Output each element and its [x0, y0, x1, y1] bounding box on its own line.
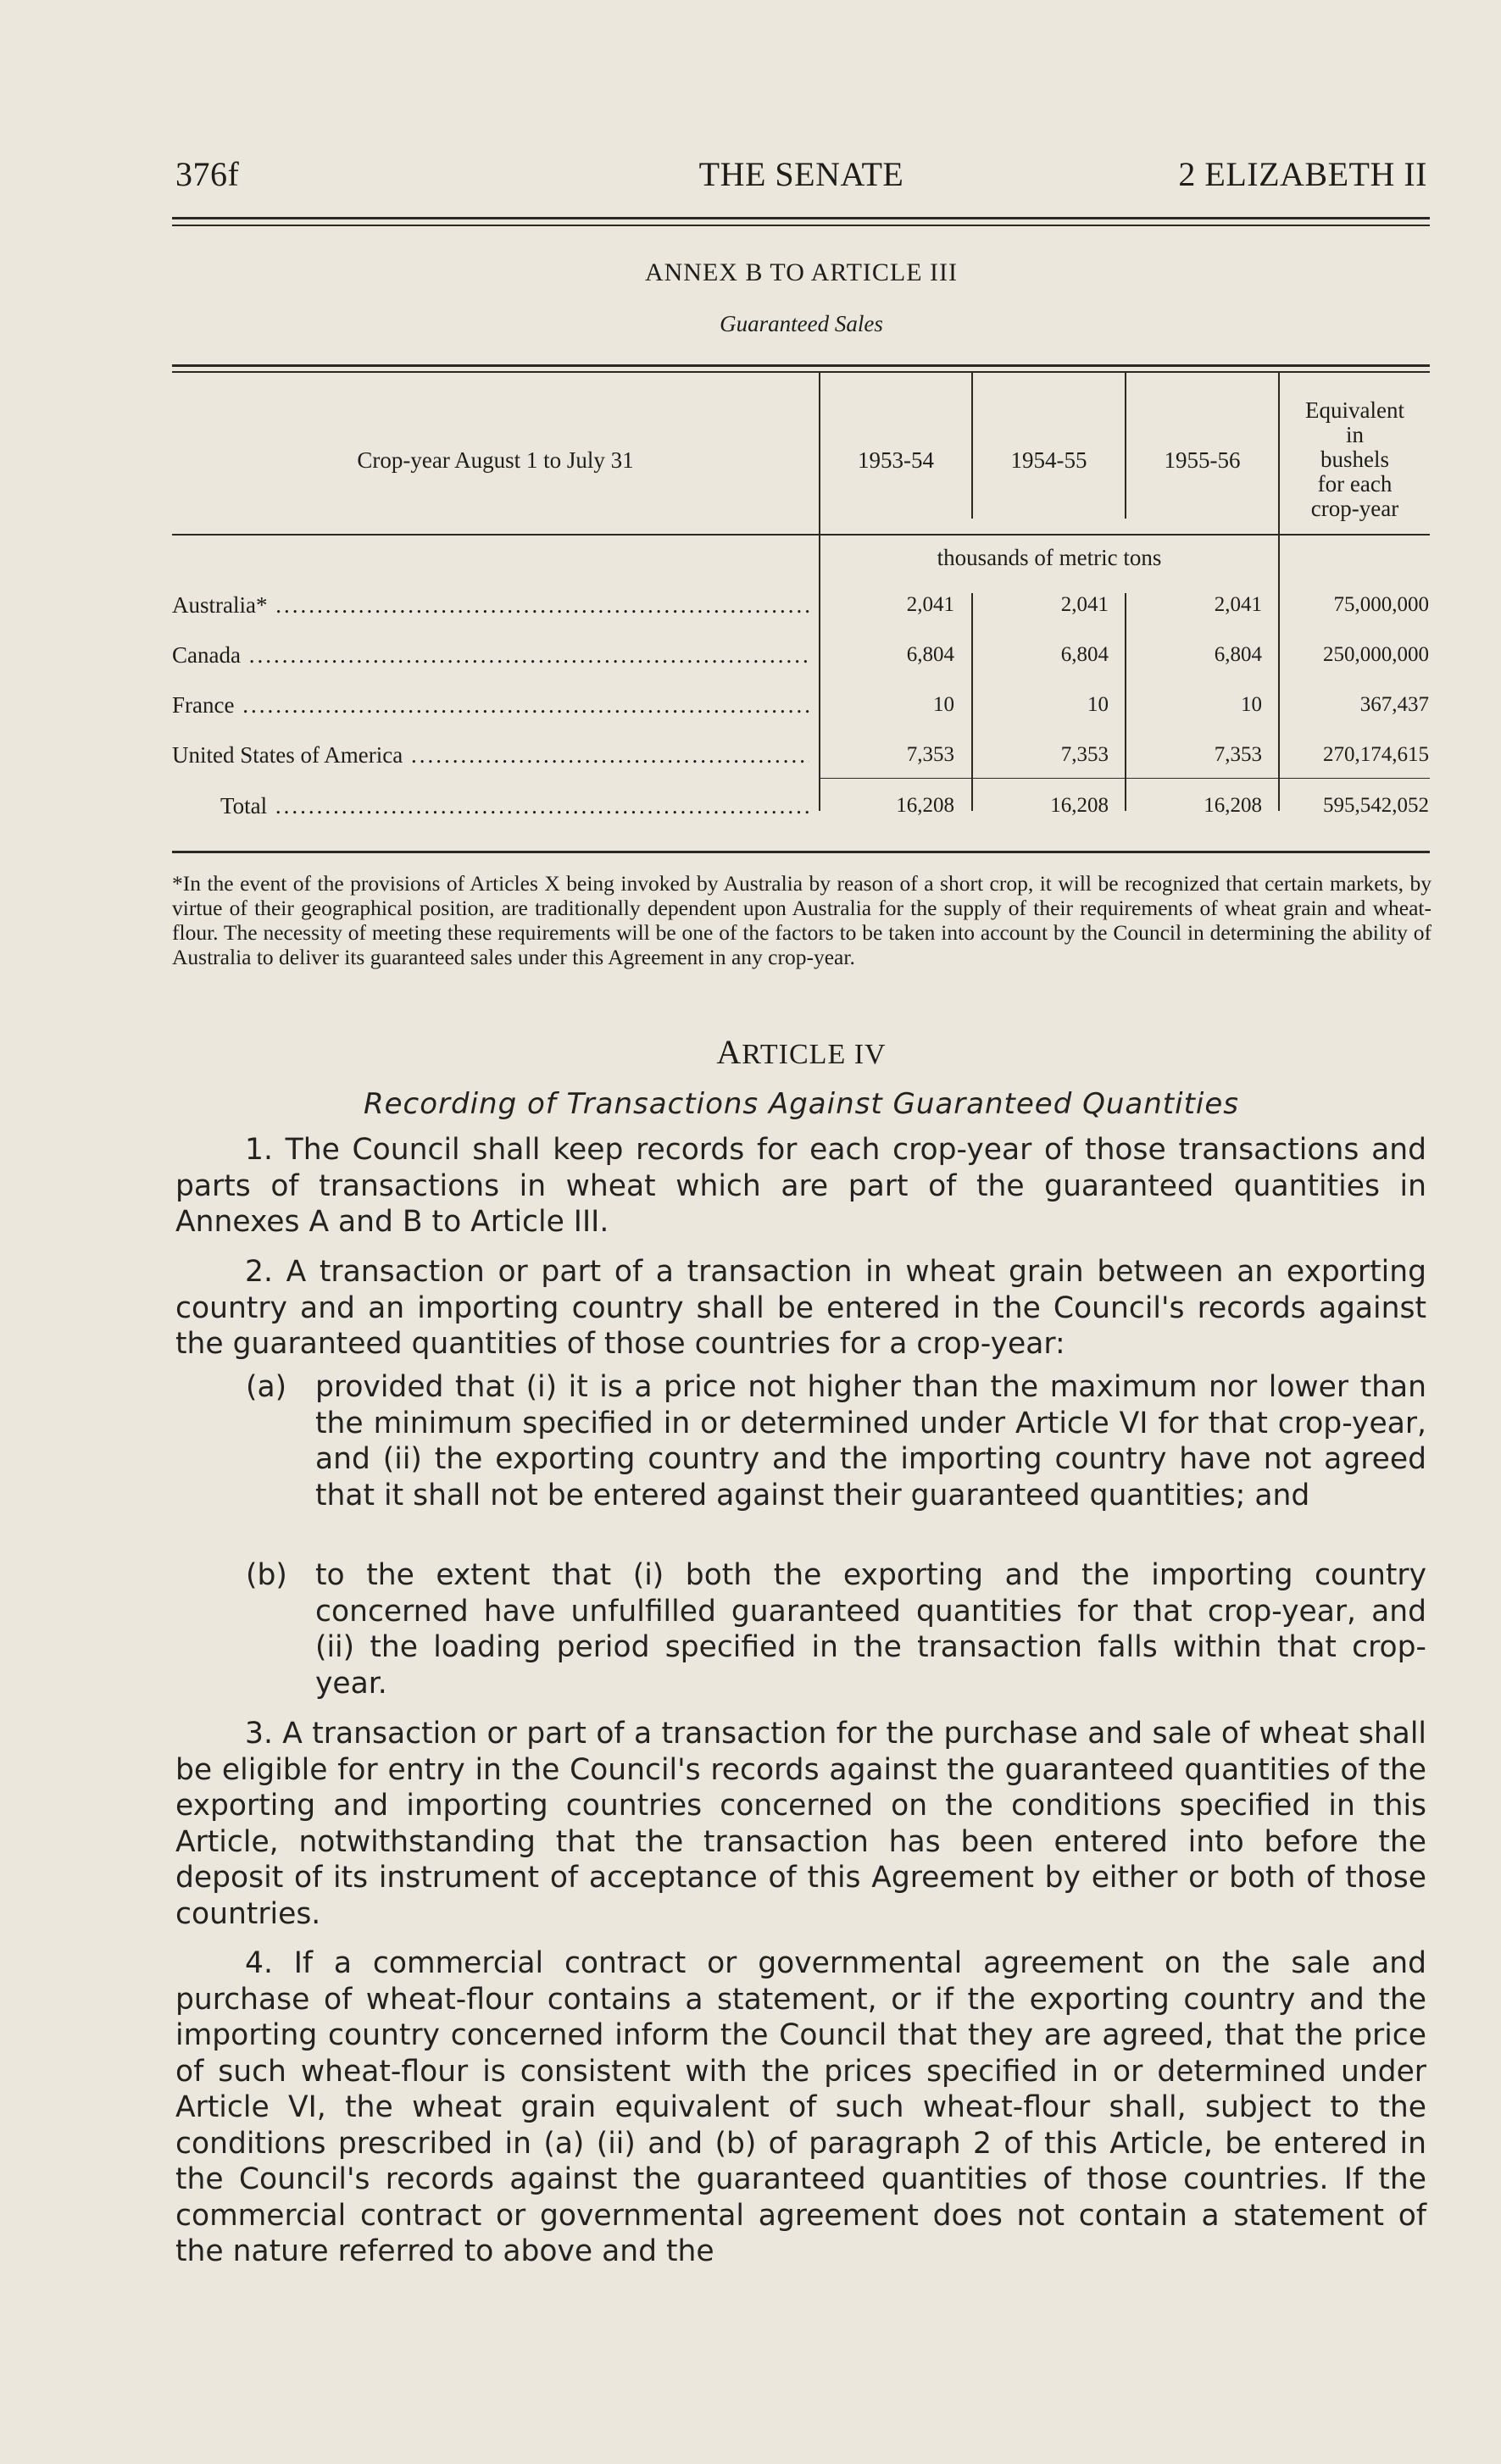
- row-label: France .....: [172, 691, 809, 719]
- clause-label: (a): [246, 1370, 287, 1404]
- cell-value: 2,041: [1214, 593, 1262, 616]
- header-rule-bottom: [172, 225, 1430, 226]
- running-session: 2 ELIZABETH II: [1178, 155, 1427, 193]
- total-label: Total .....: [220, 791, 809, 820]
- paragraph-2: 2. A transaction or part of a transaction in wheat grain between an exporting country and an importing country shall be entered in the Council's records against the guaranteed quantities of those countries for a crop-year:: [175, 1255, 1426, 1361]
- row-label: United States of America .....: [172, 741, 809, 769]
- year-header-2: 1954-55: [1010, 447, 1087, 473]
- total-value: 16,208: [896, 794, 954, 817]
- article-subtitle: Recording of Transactions Against Guaranteed Quantities: [364, 1087, 1239, 1121]
- table-footnote: *In the event of the provisions of Articles X being invoked by Australia by reason of a short crop, it will be recognized that certain markets, by virtue of their geographical position, are traditionally dependent upon Australia for the supply of their requirements of wheat grain and wheat-flour. The necessity of meeting these requirements will be one of the factors to be taken into account by the Council in determining the ability of Australia to deliver its guaranteed sales under this Agreement in any crop-year.: [172, 871, 1432, 969]
- cell-value: 6,804: [1060, 643, 1109, 666]
- col-divider-3a: [1125, 373, 1126, 519]
- table-top-rule-2: [172, 371, 1430, 373]
- paragraph-2a: [246, 1369, 1426, 1513]
- cell-value: 7,353: [1214, 743, 1262, 766]
- table-top-rule: [172, 364, 1430, 367]
- crop-year-header: Crop-year August 1 to July 31: [357, 447, 634, 473]
- annex-subtitle: Guaranteed Sales: [720, 311, 883, 336]
- article-title: [0, 1032, 1501, 1072]
- clause-label: (b): [246, 1558, 287, 1592]
- cell-value: 7,353: [906, 743, 954, 766]
- cell-value: 6,804: [1214, 643, 1262, 666]
- cell-value: 6,804: [906, 643, 954, 666]
- cell-value: 250,000,000: [1323, 643, 1429, 666]
- header-rule-top: [172, 217, 1430, 219]
- row-label: Canada .....: [172, 641, 809, 669]
- running-title: THE SENATE: [698, 155, 904, 193]
- total-rule: [820, 778, 1430, 779]
- article-title-initial: A: [716, 1033, 742, 1071]
- header-bottom-rule: [172, 534, 1430, 536]
- bushels-header-line: crop-year: [1310, 496, 1399, 521]
- paragraph-1: 1. The Council shall keep records for each crop-year of those transactions and parts of transactions in wheat which are part of the guaranteed quantities in Annexes A and B to Article III.: [175, 1133, 1426, 1239]
- cell-value: 10: [933, 693, 954, 716]
- total-value: 595,542,052: [1323, 794, 1429, 817]
- cell-value: 2,041: [906, 593, 954, 616]
- table-bottom-rule: [172, 851, 1430, 853]
- paragraph-3: 3. A transaction or part of a transaction for the purchase and sale of wheat shall be eligible for entry in the Council's records against the guaranteed quantities of the exporting and importing countries concerned on the conditions specified in this Article, notwithstanding that the transaction has been entered into before the deposit of its instrument of acceptance of this Agreement by either or both of those countries.: [175, 1717, 1426, 1931]
- bushels-header-line: Equivalent: [1305, 397, 1404, 423]
- row-label: Australia* .....: [172, 591, 809, 619]
- annex-title: ANNEX B TO ARTICLE III: [644, 258, 959, 286]
- page-number: 376f: [175, 155, 240, 193]
- col-divider-2a: [971, 373, 973, 519]
- total-value: 16,208: [1050, 794, 1109, 817]
- cell-value: 367,437: [1359, 693, 1429, 716]
- cell-value: 75,000,000: [1333, 593, 1429, 616]
- bushels-header-line: for each: [1317, 471, 1393, 497]
- cell-value: 7,353: [1060, 743, 1109, 766]
- clause-text: to the extent that (i) both the exporting and the importing country concerned have unfulfilled guaranteed quantities for that crop-year, and (ii) the loading period specified in the transaction falls within that crop-year.: [315, 1558, 1426, 1701]
- bushels-header: [1280, 398, 1430, 521]
- clause-text: provided that (i) it is a price not higher than the maximum nor lower than the minimum specified in or determined under Article VI for that crop-year, and (ii) the exporting country and the importing country have not agreed that it shall not be entered against their guaranteed quantities; and: [315, 1370, 1426, 1512]
- cell-value: 10: [1241, 693, 1262, 716]
- paragraph-4: 4. If a commercial contract or governmental agreement on the sale and purchase of wheat-flour contains a statement, or if the exporting country and the importing country concerned inform the Council that they are agreed, that the price of such wheat-flour is consistent with the prices specified in or determined under Article VI, the wheat grain equivalent of such wheat-flour shall, subject to the conditions prescribed in (a) (ii) and (b) of paragraph 2 of this Article, be entered in the Council's records against the guaranteed quantities of those countries. If the commercial contract or governmental agreement does not contain a statement of the nature referred to above and the: [175, 1946, 1426, 2268]
- paragraph-2b: [246, 1557, 1426, 1701]
- year-header-1: 1953-54: [858, 447, 934, 473]
- article-title-rest: RTICLE IV: [742, 1039, 887, 1070]
- cell-value: 270,174,615: [1323, 743, 1429, 766]
- cell-value: 2,041: [1060, 593, 1109, 616]
- bushels-header-line: in: [1345, 422, 1364, 447]
- total-value: 16,208: [1204, 794, 1262, 817]
- unit-label: thousands of metric tons: [937, 545, 1162, 570]
- cell-value: 10: [1087, 693, 1109, 716]
- year-header-3: 1955-56: [1164, 447, 1241, 473]
- bushels-header-line: bushels: [1320, 447, 1389, 472]
